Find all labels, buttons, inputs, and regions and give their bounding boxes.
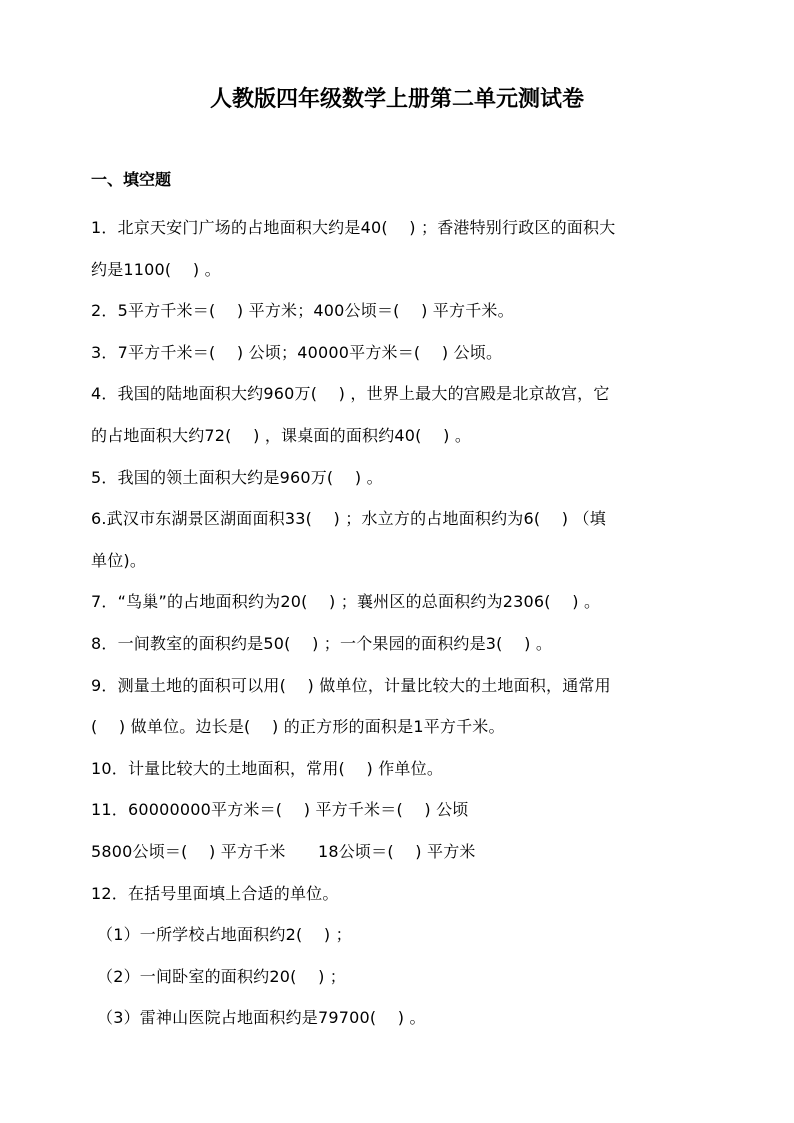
page-title: 人教版四年级数学上册第二单元测试卷 <box>209 86 584 112</box>
question-line: 9．测量土地的面积可以用( ) 做单位，计量比较大的土地面积，通常用 <box>91 675 611 695</box>
question-line: 6.武汉市东湖景区湖面面积33( ) ；水立方的占地面积约为6( ) （填 <box>91 509 606 529</box>
sub-question-line: （2）一间卧室的面积约20( ) ； <box>97 966 346 986</box>
question-line: 7．“鸟巢”的占地面积约为20( ) ；襄州区的总面积约为2306( ) 。 <box>91 592 601 612</box>
question-line: 的占地面积大约72( ) ，课桌面的面积约40( ) 。 <box>91 425 472 445</box>
question-list <box>91 207 709 1039</box>
sub-question-line: （1）一所学校占地面积约2( ) ； <box>97 925 352 945</box>
question-line: 1．北京天安门广场的占地面积大约是40( ) ；香港特别行政区的面积大 <box>91 218 616 237</box>
question-line: 4．我国的陆地面积大约960万( ) ，世界上最大的宫殿是北京故宫，它 <box>91 384 610 404</box>
question-line: 2．5平方千米＝( ) 平方米；400公顷＝( ) 平方千米。 <box>91 301 514 321</box>
question-line: 单位)。 <box>91 550 147 570</box>
question-line: 5800公顷＝( ) 平方千米 18公顷＝( ) 平方米 <box>91 841 476 861</box>
question-line: 10．计量比较大的土地面积，常用( ) 作单位。 <box>91 758 444 778</box>
question-line: 3．7平方千米＝( ) 公顷；40000平方米＝( ) 公顷。 <box>91 342 503 362</box>
question-line: ( ) 做单位。边长是( ) 的正方形的面积是1平方千米。 <box>91 717 505 737</box>
section-heading-fill-in-blanks: 一、填空题 <box>91 170 172 189</box>
question-line: 8．一间教室的面积约是50( ) ；一个果园的面积约是3( ) 。 <box>91 633 553 653</box>
question-line: 约是1100( ) 。 <box>91 259 221 279</box>
question-line: 11．60000000平方米＝( ) 平方千米＝( ) 公顷 <box>91 800 469 820</box>
sub-question-line: （3）雷神山医院占地面积约是79700( ) 。 <box>97 1008 426 1028</box>
question-line: 12．在括号里面填上合适的单位。 <box>91 883 339 903</box>
question-line: 5．我国的领土面积大约是960万( ) 。 <box>91 467 383 487</box>
